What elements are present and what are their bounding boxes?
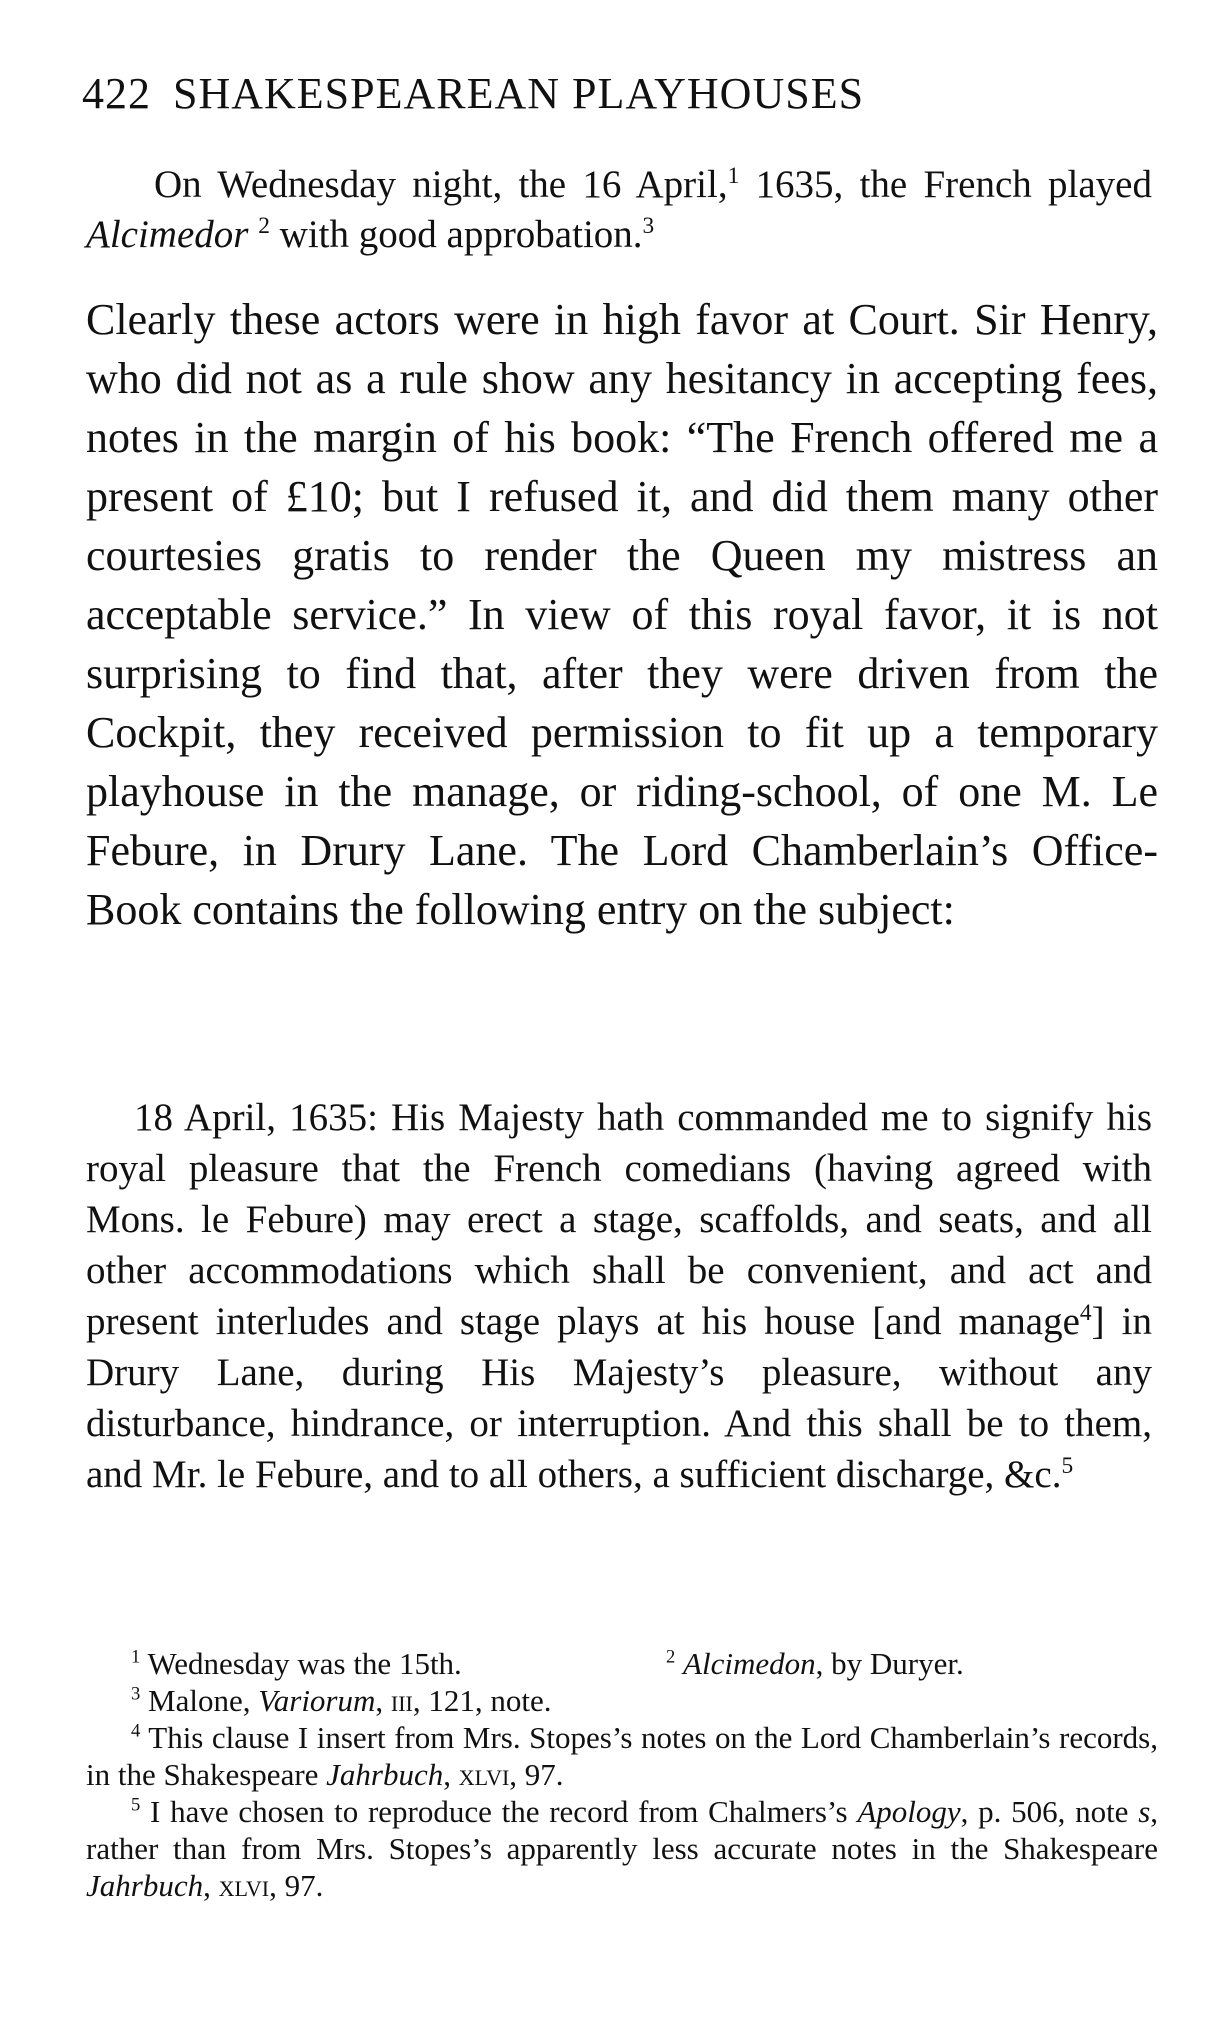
footnote-text: , p. 506, note	[960, 1794, 1139, 1829]
footnote-number: 1	[131, 1646, 141, 1668]
quote-text: with good approbation.	[269, 213, 643, 256]
quote-text: 1635, the French played	[739, 163, 1152, 206]
footnote-title: Jahrbuch	[86, 1868, 204, 1903]
body-paragraph: Clearly these actors were in high favor at Court. Sir Henry, who did not as a rule show any hesitancy in accepting fees, notes in the margin of his book: “The French offered me a present of £10; but I refused it, and did them many other courtesies gratis to render the Queen my mistress an acceptable service.” In view of this royal favor, it is not surprising to find that, after they were driven from the Cockpit, they received permission to fit up a temporary playhouse in the manage, or riding-school, of one M. Le Febure, in Drury Lane. The Lord Chamberlain’s Office-Book contains the following entry on the subject:	[86, 295, 1158, 934]
quote-text: ] in Drury Lane, during His Majesty’s pleasure, without any disturbance, hindrance, or interruption. And this shall be to them, and Mr. le Febure, and to all others, a sufficient discharge, &c.	[86, 1300, 1152, 1496]
quote-text: 18 April, 1635: His Majesty hath commanded me to signify his royal pleasure that the French comedians (having agreed with Mons. le Febure) may erect a stage, scaffolds, and seats, and all other accommodations which shall be convenient, and act and present interludes and stage plays at his house [and manage	[86, 1096, 1152, 1343]
footnote-title: Apology	[857, 1794, 961, 1829]
footnote-title: Jahrbuch	[326, 1757, 444, 1792]
footnote-text: This clause I insert from Mrs. Stopes’s notes on the Lord Chamberlain’s records, in the Shakespeare	[86, 1720, 1158, 1792]
footnote-text: I have chosen to reproduce the record from Chalmers’s	[140, 1794, 858, 1829]
footnote-number: 5	[131, 1794, 141, 1816]
footnote-3: $^3$ Malone, Variorum, iii, 121, note.	[131, 1683, 552, 1718]
footnote-title: Alcimedon	[683, 1646, 816, 1681]
footnote-number: 2	[666, 1646, 676, 1668]
footnote-ref: 5	[1061, 1453, 1074, 1479]
footnote-ref: 4	[1079, 1300, 1092, 1326]
footnote-ref: 3	[642, 213, 655, 239]
volume-number: xlvi	[218, 1868, 270, 1903]
footnote-text: , 97.	[269, 1868, 324, 1903]
footnote-ref: 1	[727, 163, 740, 189]
footnote-text: , 97.	[509, 1757, 564, 1792]
footnote-text: Wednesday was the 15th.	[140, 1646, 462, 1681]
footnote-5: $^5$ I have chosen to reproduce the record from Chalmers’s Apology, p. 506, note s, rather than from Mrs. Stopes’s apparently less accurate notes in the Shakespeare Jahrbuch, xlvi, 97.	[86, 1794, 1159, 1903]
footnote-text: , by Duryer.	[815, 1646, 964, 1681]
footnote-number: 3	[131, 1683, 141, 1705]
footnote-text: , rather than from Mrs. Stopes’s apparently less accurate notes in the Shakespeare	[86, 1794, 1159, 1866]
volume-number: xlvi	[458, 1757, 510, 1792]
footnote-ref: 2	[258, 213, 270, 239]
note-letter: s	[1138, 1794, 1151, 1829]
volume-number: iii	[390, 1683, 413, 1718]
footnotes-1-2	[86, 1645, 1158, 1682]
footnote-1	[86, 1645, 666, 1682]
footnote-2	[666, 1645, 964, 1682]
footnote-text: , 121, note.	[412, 1683, 552, 1718]
page-number: 422	[82, 69, 151, 118]
running-title: SHAKESPEAREAN PLAYHOUSES	[173, 69, 865, 118]
quoted-passage-office-book	[86, 1092, 1152, 1500]
footnote-text: Malone,	[140, 1683, 259, 1718]
footnote-title: Variorum	[258, 1683, 376, 1718]
footnote-4: $^4$ This clause I insert from Mrs. Stopes’s notes on the Lord Chamberlain’s records, in the Shakespeare Jahrbuch, xlvi, 97.	[86, 1720, 1158, 1792]
play-title: Alcimedor	[86, 213, 249, 256]
footnote-number: 4	[131, 1720, 141, 1742]
quote-text: On Wednesday night, the 16 April,	[154, 163, 728, 206]
quoted-passage-herbert	[86, 160, 1152, 260]
running-header	[82, 68, 1162, 119]
